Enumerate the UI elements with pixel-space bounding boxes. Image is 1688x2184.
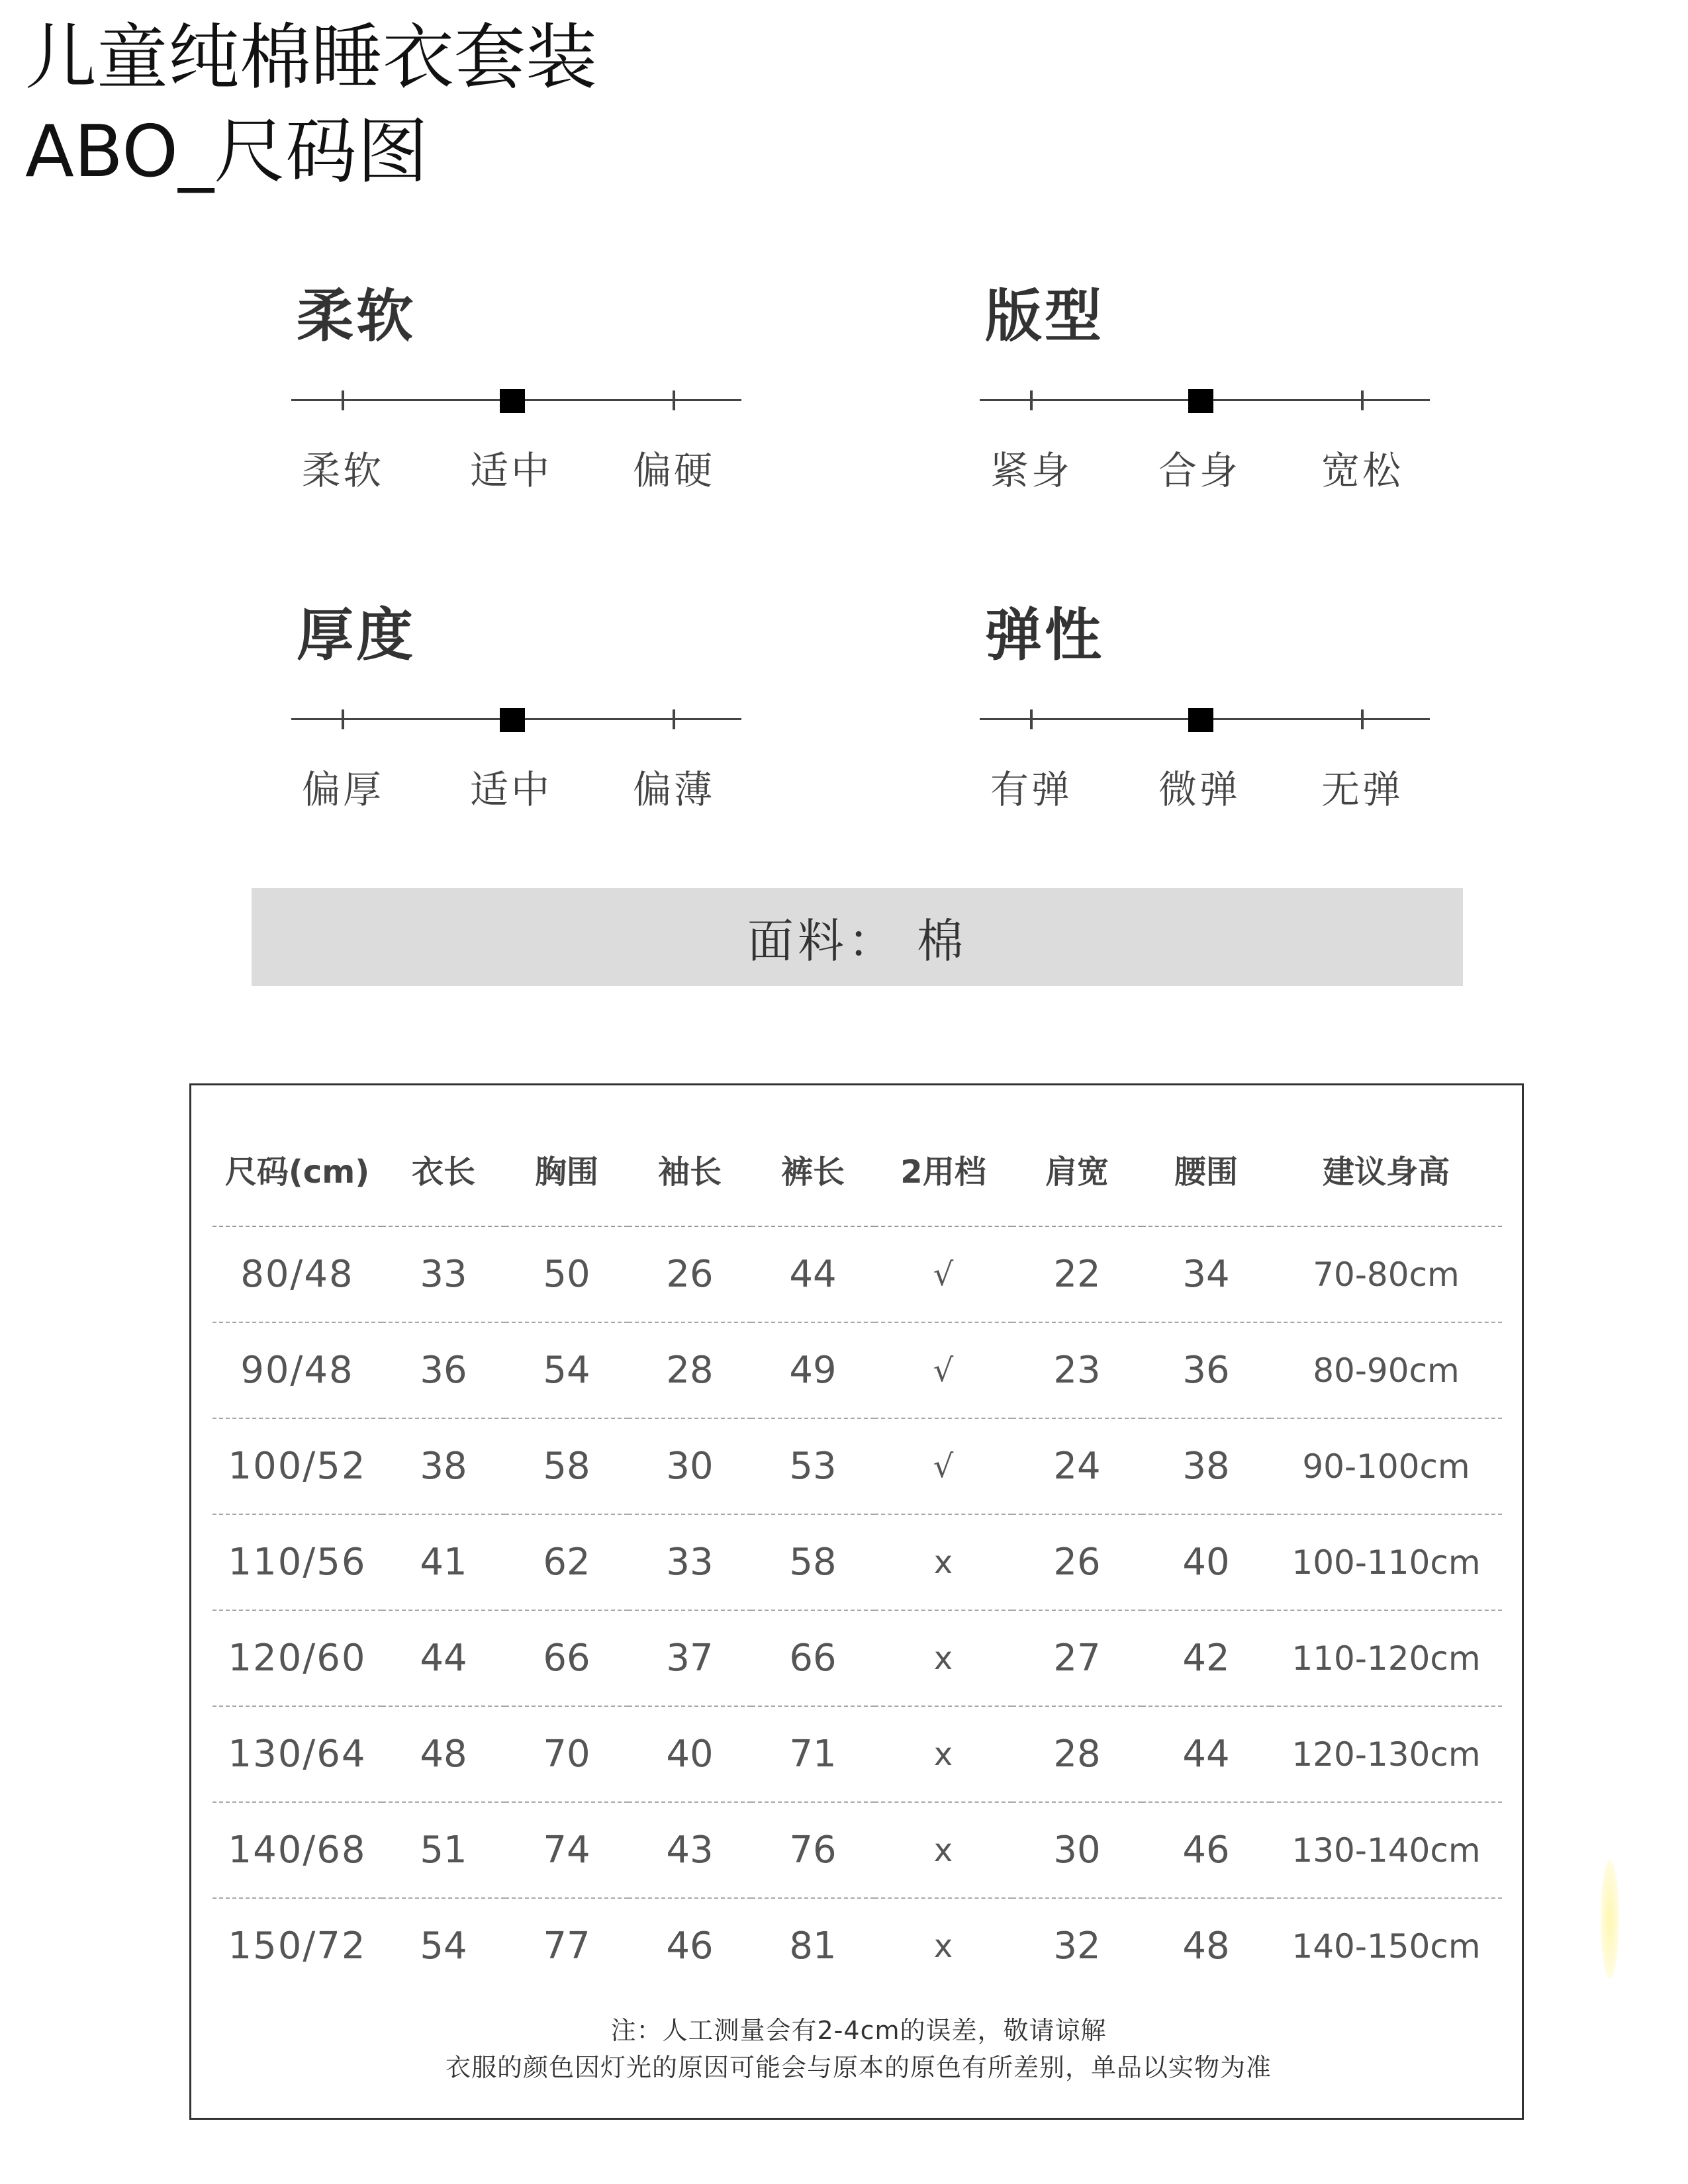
table-row — [212, 1418, 1502, 1514]
size-chart-title: ABO_尺码图 — [25, 111, 429, 193]
table-cell: 22 — [1012, 1226, 1142, 1322]
table-cell: 76 — [751, 1802, 874, 1898]
table-cell: 46 — [1142, 1802, 1270, 1898]
table-cell: 41 — [382, 1514, 505, 1610]
table-cell: 74 — [505, 1802, 628, 1898]
table-cell: √ — [874, 1418, 1012, 1514]
table-cell: 36 — [1142, 1322, 1270, 1418]
table-cell: 40 — [1142, 1514, 1270, 1610]
scale-option: 宽松 — [1321, 448, 1403, 493]
attribute-heading: 厚度 — [297, 602, 416, 668]
table-cell: 90/48 — [212, 1322, 382, 1418]
table-cell: 150/72 — [228, 1925, 367, 1968]
attribute-softness — [291, 270, 755, 548]
table-cell: x — [874, 1706, 1012, 1802]
size-table — [212, 1112, 1502, 1993]
note-line: 衣服的颜色因灯光的原因可能会与原本的原色有所差别，单品以实物为准 — [445, 2053, 1272, 2082]
decorative-glow — [1601, 1860, 1619, 1979]
table-cell: 80/48 — [212, 1226, 382, 1322]
table-cell: 81 — [789, 1925, 837, 1968]
table-cell: √ — [874, 1322, 1012, 1418]
table-cell: 58 — [751, 1514, 874, 1610]
table-cell: 32 — [1053, 1925, 1101, 1968]
table-cell: 120-130cm — [1270, 1706, 1502, 1802]
scale-option: 偏硬 — [632, 448, 715, 493]
table-cell: 130/64 — [212, 1706, 382, 1802]
fabric-banner — [252, 888, 1463, 986]
table-cell: 26 — [628, 1226, 751, 1322]
table-cell: 30 — [1012, 1802, 1142, 1898]
scale-tick — [342, 390, 344, 410]
table-cell: 33 — [382, 1226, 505, 1322]
table-cell: 80-90cm — [1270, 1322, 1502, 1418]
table-cell: 50 — [505, 1226, 628, 1322]
table-cell: 38 — [382, 1418, 505, 1514]
table-cell: 77 — [543, 1925, 590, 1968]
attribute-thickness — [291, 589, 755, 867]
table-cell: 24 — [1012, 1418, 1142, 1514]
scale-option: 合身 — [1158, 448, 1241, 493]
table-cell: 28 — [628, 1322, 751, 1418]
scale-marker — [1188, 389, 1213, 413]
scale-option: 偏厚 — [301, 767, 384, 812]
product-title: 儿童纯棉睡衣套装 — [25, 17, 598, 99]
table-cell: x — [874, 1802, 1012, 1898]
table-cell: x — [933, 1927, 953, 1965]
column-header: 衣长 — [382, 1112, 505, 1226]
table-row — [212, 1226, 1502, 1322]
table-cell: 44 — [1142, 1706, 1270, 1802]
table-cell: 51 — [382, 1802, 505, 1898]
table-cell: 27 — [1012, 1610, 1142, 1706]
table-cell: x — [874, 1514, 1012, 1610]
table-cell: 70 — [505, 1706, 628, 1802]
table-cell: 44 — [751, 1226, 874, 1322]
column-header: 裤长 — [751, 1112, 874, 1226]
table-cell: 54 — [420, 1925, 467, 1968]
table-row — [212, 1514, 1502, 1610]
table-cell: 48 — [1182, 1925, 1230, 1968]
scale-option: 紧身 — [990, 448, 1072, 493]
scale-marker — [500, 708, 525, 732]
size-chart-panel — [189, 1083, 1524, 2120]
table-cell: 42 — [1142, 1610, 1270, 1706]
table-cell: 36 — [382, 1322, 505, 1418]
table-row — [212, 1898, 1502, 1993]
attribute-heading: 版型 — [985, 283, 1104, 349]
scale-tick — [1030, 390, 1033, 410]
column-header: 肩宽 — [1012, 1112, 1142, 1226]
scale-option: 微弹 — [1158, 767, 1241, 812]
table-cell: 140-150cm — [1291, 1927, 1481, 1966]
table-cell: 54 — [505, 1322, 628, 1418]
table-cell: 71 — [751, 1706, 874, 1802]
scale-option: 有弹 — [990, 767, 1072, 812]
table-row — [212, 1322, 1502, 1418]
scale-tick — [1361, 709, 1364, 729]
table-row — [212, 1610, 1502, 1706]
table-cell: 110-120cm — [1270, 1610, 1502, 1706]
table-cell: 30 — [628, 1418, 751, 1514]
column-header: 胸围 — [505, 1112, 628, 1226]
note-line: 注：人工测量会有2-4cm的误差，敬请谅解 — [610, 2016, 1107, 2045]
column-header: 腰围 — [1142, 1112, 1270, 1226]
scale-tick — [1030, 709, 1033, 729]
table-cell: 100/52 — [212, 1418, 382, 1514]
scale-option: 无弹 — [1321, 767, 1403, 812]
table-cell: 23 — [1012, 1322, 1142, 1418]
table-cell: 37 — [628, 1610, 751, 1706]
column-header: 2用档 — [874, 1112, 1012, 1226]
table-row — [212, 1802, 1502, 1898]
table-cell: 110/56 — [212, 1514, 382, 1610]
attribute-elasticity — [980, 589, 1443, 867]
attribute-heading: 弹性 — [985, 602, 1104, 668]
attribute-fit — [980, 270, 1443, 548]
table-cell: 120/60 — [212, 1610, 382, 1706]
scale-option: 偏薄 — [632, 767, 715, 812]
table-cell: 43 — [628, 1802, 751, 1898]
table-cell: 66 — [751, 1610, 874, 1706]
column-header: 尺码(cm) — [212, 1112, 382, 1226]
column-header: 袖长 — [628, 1112, 751, 1226]
attribute-heading: 柔软 — [297, 283, 416, 349]
table-cell: 40 — [628, 1706, 751, 1802]
table-header-row — [212, 1112, 1502, 1226]
column-header: 建议身高 — [1270, 1112, 1502, 1226]
scale-tick — [342, 709, 344, 729]
table-cell: 58 — [505, 1418, 628, 1514]
scale-tick — [1361, 390, 1364, 410]
table-cell: 38 — [1142, 1418, 1270, 1514]
table-cell: 33 — [628, 1514, 751, 1610]
measurement-notes — [191, 2012, 1526, 2086]
scale-marker — [500, 389, 525, 413]
scale-tick — [673, 390, 675, 410]
scale-option: 适中 — [469, 767, 552, 812]
table-cell: 26 — [1012, 1514, 1142, 1610]
fabric-label: 面料： 棉 — [747, 913, 968, 968]
table-cell: 62 — [505, 1514, 628, 1610]
table-cell: 66 — [505, 1610, 628, 1706]
table-cell: 100-110cm — [1270, 1514, 1502, 1610]
scale-option: 柔软 — [301, 448, 384, 493]
table-cell: 53 — [751, 1418, 874, 1514]
scale-option: 适中 — [469, 448, 552, 493]
table-cell: √ — [874, 1226, 1012, 1322]
table-row — [212, 1706, 1502, 1802]
table-cell: 70-80cm — [1270, 1226, 1502, 1322]
table-cell: 48 — [382, 1706, 505, 1802]
scale-marker — [1188, 708, 1213, 732]
size-table-body — [212, 1226, 1502, 1993]
table-cell: x — [874, 1610, 1012, 1706]
table-cell: 28 — [1012, 1706, 1142, 1802]
table-cell: 90-100cm — [1270, 1418, 1502, 1514]
table-cell: 34 — [1142, 1226, 1270, 1322]
table-cell: 130-140cm — [1270, 1802, 1502, 1898]
table-cell: 140/68 — [212, 1802, 382, 1898]
table-cell: 49 — [751, 1322, 874, 1418]
table-cell: 46 — [666, 1925, 714, 1968]
table-cell: 44 — [382, 1610, 505, 1706]
scale-tick — [673, 709, 675, 729]
